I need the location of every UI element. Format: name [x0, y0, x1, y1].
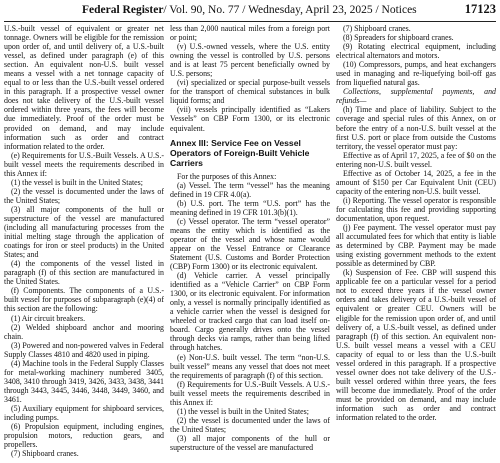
paragraph: (e) Non-U.S. built vessel. The term “non-U.S. built vessel” means any vessel that does not meet the requirements of paragraph (f) of this section.: [170, 352, 330, 380]
paragraph: Effective as of April 17, 2025, a fee of $0 on the entering non-U.S. built vessel.: [336, 150, 496, 169]
paragraph: (7) Shipboard cranes.: [343, 24, 411, 33]
paragraph: (1) Air circuit breakers.: [11, 313, 86, 323]
page-number: 17123: [464, 2, 496, 16]
paragraph: (4) the components of the vessel listed in paragraph (f) of this section are manufactured in the United States.: [4, 259, 164, 287]
paragraph: (f) Components. The components of a U.S.-built vessel for purposes of subparagraph (e)(4) of this section are the following:: [4, 286, 164, 314]
paragraph: (vii) vessels principally identified as “Lakers Vessels” on CBP Form 1300, or its electronic equivalent.: [170, 105, 330, 133]
paragraph: (e) Requirements for U.S.-Built Vessels. A U.S.-built vessel meets the requirements described in this Annex if:: [4, 150, 164, 178]
paragraph: (i) Reporting. The vessel operator is responsible for calculating this fee and providing supporting documentation, upon request.: [336, 195, 496, 223]
paragraph: (j) Fee payment. The vessel operator must pay all accumulated fees for which that entity is liable as determined by CBP. Payment may be made using existing government methods to the extent possible as determined by CBP.: [336, 223, 496, 269]
issue-info: / Vol. 90, No. 77 / Wednesday, April 23, 2025 / Notices: [163, 4, 417, 16]
paragraph: (k) Suspension of Fee. CBP will suspend this applicable fee on a particular vessel for a period not to exceed three years if the vessel owner orders and takes delivery of a U.S.-built vessel of equivalent or greater CEU. Owners will be eligible for the remission upon order of, and until delivery of, a U.S.-built vessel, as defined under paragraph (f) of this section. An equivalent non-U.S. built vessel means a vessel with a CEU capacity of equal to or less than the U.S.-built vessel ordered in this paragraph. If a prospective vessel owner does not take delivery of the U.S.-built vessel ordered within three years, the fees will become due immediately. Proof of the order must be provided on demand, and may include information such as order and contract information related to the order.: [336, 268, 496, 423]
paragraph: (10) Compressors, pumps, and heat exchangers used in managing and re-liquefying boil-off gas from liquefied natural gas.: [336, 60, 496, 88]
paragraph: (3) Powered and non-powered valves in Federal Supply Classes 4810 and 4820 used in piping.: [4, 340, 164, 359]
paragraph: (h) Time and place of liability. Subject to the coverage and special rules of this Annex, on or before the entry of a non-U.S. built vessel at the first U.S. port or place from outside the Customs territory, the vessel operator must pay:: [336, 105, 496, 151]
paragraph: (v) U.S.-owned vessels, where the U.S. entity owning the vessel is controlled by U.S. persons and is at least 75 percent beneficially owned by U.S. persons;: [170, 42, 330, 79]
column-2: [170, 24, 330, 460]
running-head: [4, 4, 417, 16]
page-header: [4, 2, 496, 22]
paragraph: (3) all major components of the hull or superstructure of the vessel are manufactured (including all manufacturing processes from the initial melting stage through the application of coatings for iron or steel products) in the United States; and: [4, 204, 164, 260]
column-3: [336, 24, 496, 460]
paragraph: Collections, supplemental payments, and refunds—: [336, 87, 496, 106]
paragraph: (1) the vessel is built in the United States;: [177, 406, 309, 416]
paragraph: less than 2,000 nautical miles from a foreign port or point;: [170, 24, 330, 43]
paragraph: (6) Propulsion equipment, including engines, propulsion motors, reduction gears, and propellers.: [4, 422, 164, 450]
paragraph: (8) Spreaders for shipboard cranes.: [343, 33, 454, 43]
text-columns: [4, 24, 496, 460]
paragraph: (f) Requirements for U.S.-Built Vessels. A U.S.-built vessel meets the requirements described in this Annex if:: [170, 379, 330, 407]
paragraph: (vi) specialized or special purpose-built vessels for the transport of chemical substances in bulk liquid forms; and: [170, 78, 330, 106]
paragraph: U.S.-built vessel of equivalent or greater net tonnage. Owners will be eligible for the remission upon order of, and until delivery of, a U.S.-built vessel, as defined under paragraph (e) of this section. An equivalent non-U.S. built vessel means a vessel with a net tonnage capacity of equal to or less than the U.S.-built vessel ordered in this paragraph. If a prospective vessel owner does not take delivery of the U.S.-built vessel ordered within three years, the fees will become due immediately. Proof of the order must be provided on demand, and may include information such as order and contract information related to the order.: [4, 24, 164, 151]
paragraph: (3) all major components of the hull or superstructure of the vessel are manufactured: [170, 433, 330, 452]
paragraph: For the purposes of this Annex:: [177, 171, 277, 181]
paragraph: (b) U.S. port. The term “U.S. port” has the meaning defined in 19 CFR 101.3(b)(1).: [170, 198, 330, 217]
paragraph: (5) Auxiliary equipment for shipboard services, including pumps.: [4, 403, 164, 423]
column-1: [4, 24, 164, 460]
section-heading: Annex III: Service Fee on Vessel Operators of Foreign-Built Vehicle Carriers: [170, 137, 310, 168]
paragraph: (7) Shipboard cranes.: [11, 449, 79, 459]
paragraph: (d) Vehicle carrier. A vessel principally identified as a “Vehicle Carrier” on CBP Form 1300, or its electronic equivalent. For information only, a vessel is normally principally identified as a vehicle carrier when the vessel is designed for wheeled or tracked cargo that can load itself on-board. Cargo generally drives onto the vessel through decks via ramps, rather than being lifted through hatches.: [170, 271, 330, 353]
paragraph: Effective as of October 14, 2025, a fee in the amount of $150 per Car Equivalent Unit (CEU) capacity of the entering non-U.S. built vessel.: [336, 168, 496, 196]
paragraph: (9) Rotating electrical equipment, including electrical alternators and motors.: [336, 42, 496, 61]
paragraph: (a) Vessel. The term “vessel” has the meaning defined in 19 CFR 4.0(a).: [170, 180, 330, 199]
paragraph: (4) Machine tools in the Federal Supply Classes for metal-working machinery numbered 3405, 3408, 3410 through 3419, 3426, 3433, 3438, 3441 through 3443, 3445, 3446, 3448, 3449, 3460, and 3461.: [4, 358, 164, 404]
paragraph: (c) Vessel operator. The term “vessel operator” means the entity which is identified as the operator of the vessel and whose name would appear on the Vessel Entrance or Clearance Statement (U.S. Customs and Border Protection (CBP) Form 1300) or its electronic equivalent.: [170, 216, 330, 272]
journal-name: Federal Register: [82, 4, 164, 16]
paragraph: (1) the vessel is built in the United States;: [11, 177, 143, 187]
paragraph: (2) the vessel is documented under the laws of the United States;: [4, 186, 164, 205]
paragraph: (2) Welded shipboard anchor and mooring chain.: [4, 322, 164, 341]
paragraph: (2) the vessel is documented under the laws of the United States;: [170, 415, 330, 434]
